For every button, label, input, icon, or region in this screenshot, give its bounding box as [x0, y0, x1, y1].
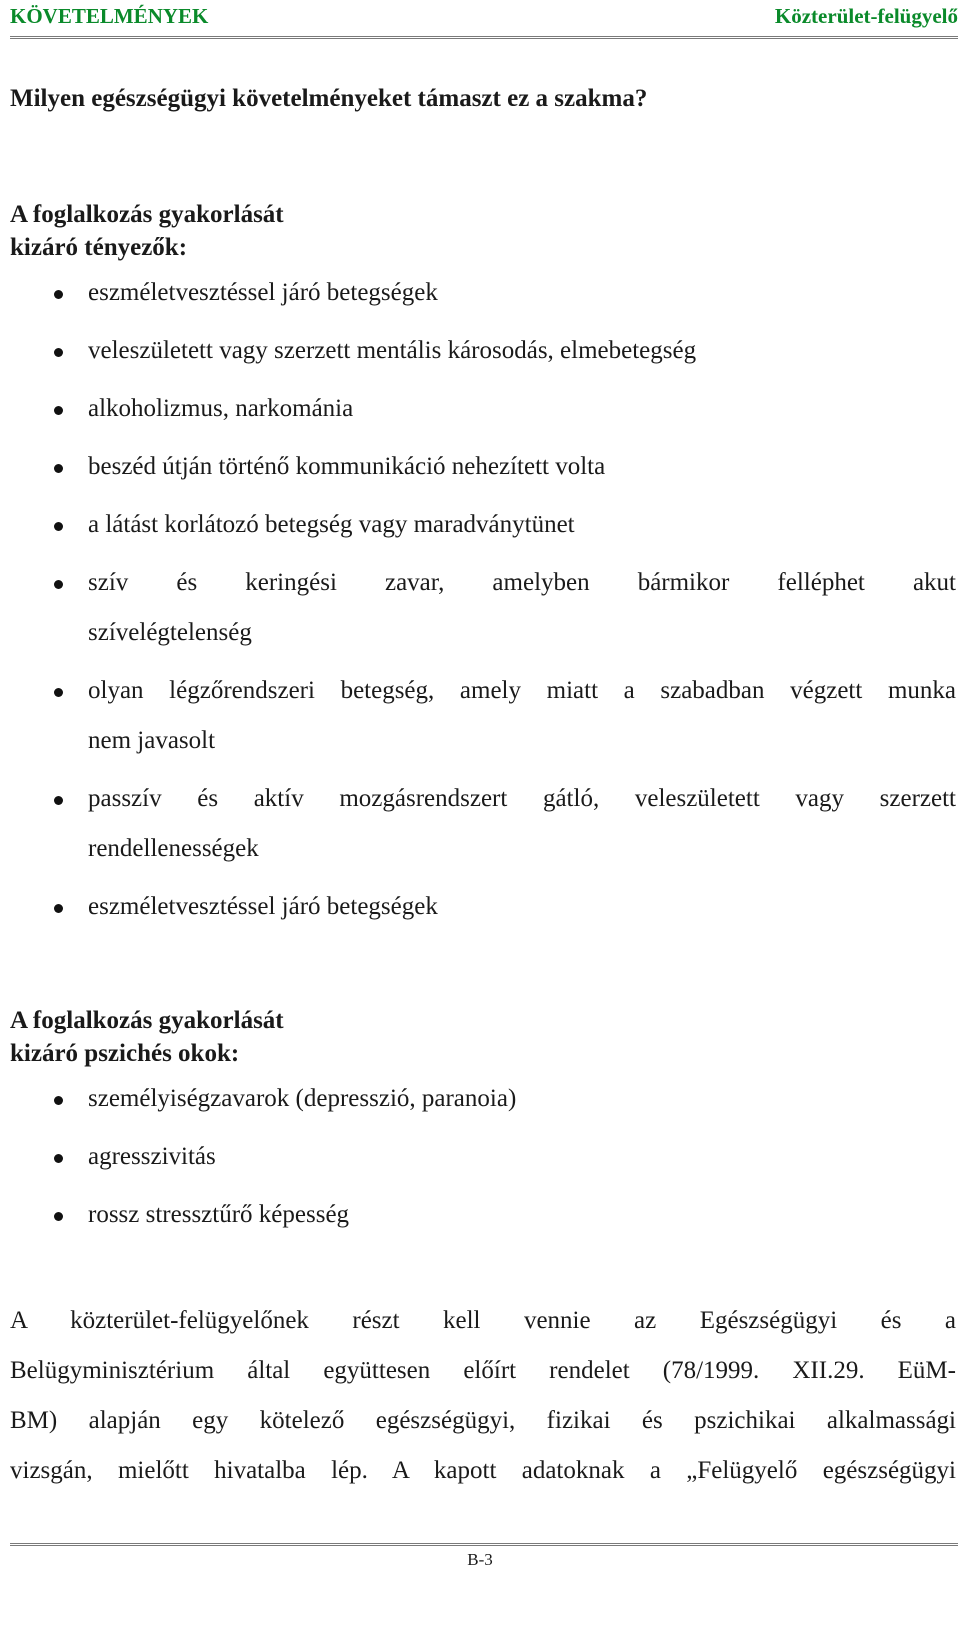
bullet-icon	[54, 1154, 63, 1163]
section2-heading	[10, 1004, 284, 1070]
list-item-text: személyiségzavarok (depresszió, paranoia)	[88, 1085, 517, 1112]
bullet-icon	[54, 348, 63, 357]
question-heading: Milyen egészségügyi követelményeket támaszt ez a szakma?	[10, 85, 648, 112]
list-item-text-line1: olyan légzőrendszeri betegség, amely miatt a szabadban végzett munka	[88, 677, 956, 704]
list-item-text: alkoholizmus, narkománia	[88, 395, 354, 422]
section1-heading-line2: kizáró tényezők:	[10, 234, 188, 261]
bullet-icon	[54, 1096, 63, 1105]
header-category: KÖVETELMÉNYEK	[10, 4, 209, 28]
paragraph-line2: Belügyminisztérium által együttesen előírt rendelet (78/1999. XII.29. EüM-	[10, 1357, 956, 1384]
paragraph-line1: A közterület-felügyelőnek részt kell vennie az Egészségügyi és a	[10, 1307, 956, 1334]
page-header	[10, 0, 958, 38]
list-item-text-line2: szívelégtelenség	[88, 619, 252, 646]
bullet-icon	[54, 290, 63, 299]
footer-divider	[10, 1543, 958, 1546]
header-title: Közterület-felügyelő	[774, 4, 958, 28]
list-item-text: agresszivitás	[88, 1143, 216, 1170]
list-item-text	[88, 666, 956, 766]
page-number: B-3	[467, 1550, 493, 1569]
section2-heading-line1: A foglalkozás gyakorlását	[10, 1007, 284, 1034]
bullet-icon	[54, 688, 63, 697]
list-item-text: veleszületett vagy szerzett mentális károsodás, elmebetegség	[88, 337, 697, 364]
bullet-icon	[54, 904, 63, 913]
bullet-icon	[54, 796, 63, 805]
paragraph-line4: vizsgán, mielőtt hivatalba lép. A kapott adatoknak a „Felügyelő egészségügyi	[10, 1457, 956, 1484]
list-item-text: eszméletvesztéssel járó betegségek	[88, 279, 438, 306]
section1-heading	[10, 198, 284, 264]
list-item-text-line2: nem javasolt	[88, 727, 216, 754]
list-item-text	[88, 558, 956, 658]
list-item-text: rossz stressztűrő képesség	[88, 1201, 350, 1228]
list-item-text-line1: szív és keringési zavar, amelyben bármikor felléphet akut	[88, 569, 956, 596]
section1-heading-line1: A foglalkozás gyakorlását	[10, 201, 284, 228]
bullet-icon	[54, 580, 63, 589]
list-item-text: eszméletvesztéssel járó betegségek	[88, 893, 438, 920]
bullet-icon	[54, 522, 63, 531]
bullet-icon	[54, 406, 63, 415]
body-paragraph	[10, 1296, 956, 1496]
bullet-icon	[54, 1212, 63, 1221]
list-item-text	[88, 774, 956, 874]
list-item-text: a látást korlátozó betegség vagy maradványtünet	[88, 511, 575, 538]
header-divider	[10, 36, 958, 39]
bullet-icon	[54, 464, 63, 473]
list-item-text: beszéd útján történő kommunikáció nehezített volta	[88, 453, 606, 480]
paragraph-line3: BM) alapján egy kötelező egészségügyi, fizikai és pszichikai alkalmassági	[10, 1407, 956, 1434]
list-item-text-line2: rendellenességek	[88, 835, 259, 862]
section2-heading-line2: kizáró pszichés okok:	[10, 1040, 240, 1067]
list-item-text-line1: passzív és aktív mozgásrendszert gátló, veleszületett vagy szerzett	[88, 785, 956, 812]
